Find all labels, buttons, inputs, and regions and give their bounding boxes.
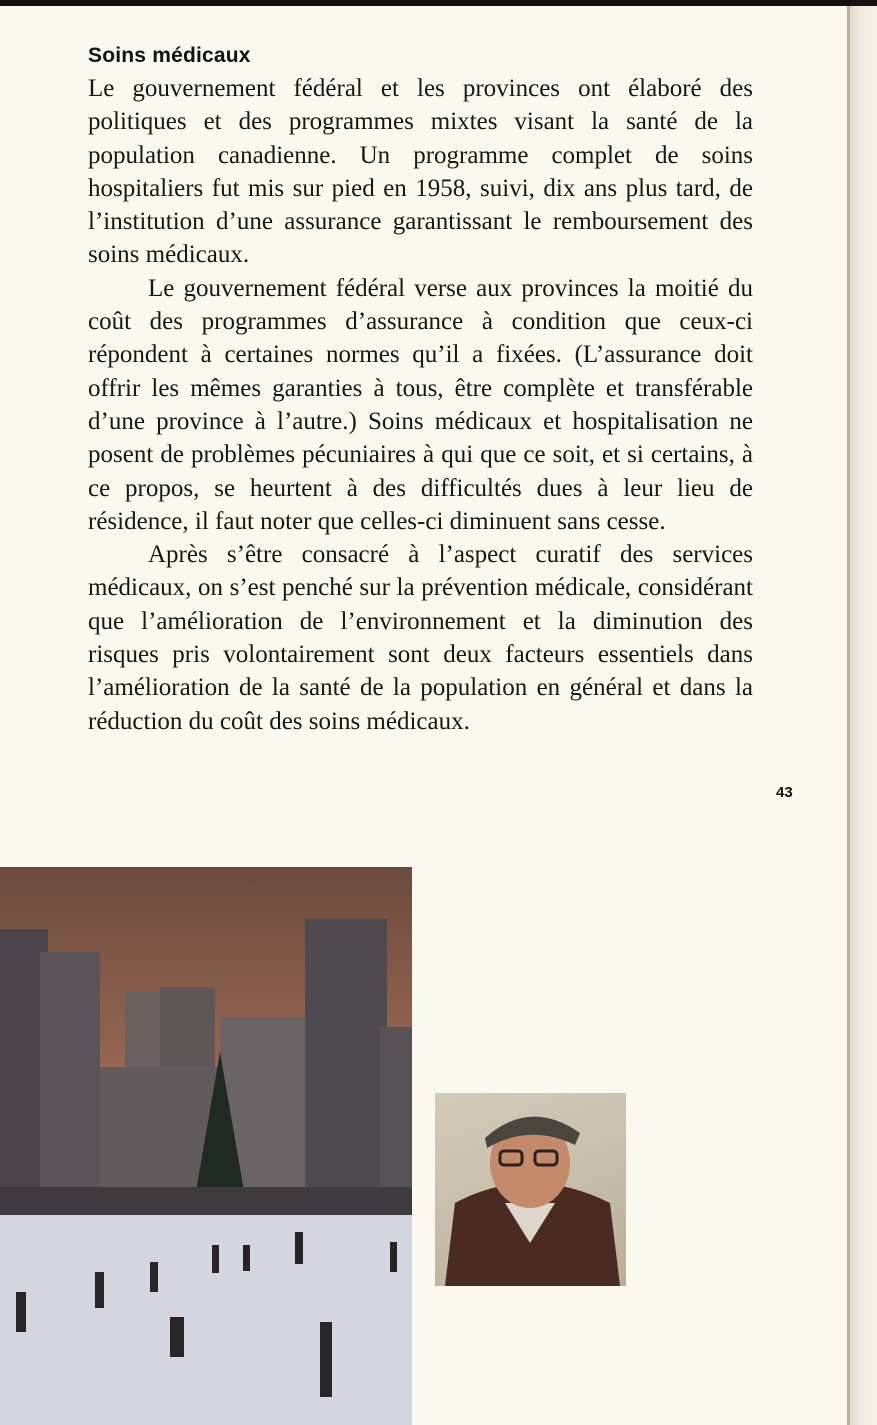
portrait-illustration	[435, 1093, 626, 1286]
paragraph-2: Le gouvernement fédéral verse aux provinces la moitié du coût des programmes d’assurance à condition que ceux-ci répondent à certaines normes qu’il a fixées. (L’assurance doit offrir les mêmes garanties à tous, être complète et transférable d’une province à l’autre.) Soins médicaux et hospitalisation ne posent de problèmes pécuniaires à qui que ce soit, et si certains, à ce propos, se heurtent à des difficultés dues à leur lieu de résidence, il faut noter que celles-ci diminuent sans cesse.	[88, 274, 753, 535]
paragraph-3: Après s’être consacré à l’aspect curatif des services médicaux, on s’est penché sur la prévention médicale, considérant que l’amélioration de l’environnement et la diminution des risques pris volontairement sont deux facteurs essentiels dans l’amélioration de la santé de la population en général et dans la réduction du coût des soins médicaux.	[88, 541, 753, 735]
city-skyline-illustration	[0, 867, 412, 1425]
page-number: 43	[776, 784, 793, 801]
book-page-edge	[847, 6, 877, 1425]
body-text	[88, 72, 753, 738]
portrait-photo	[435, 1093, 626, 1286]
city-skyline-photo	[0, 867, 412, 1425]
section-heading: Soins médicaux	[88, 44, 251, 67]
paragraph-1: Le gouvernement fédéral et les provinces ont élaboré des politiques et des programmes mixtes visant la santé de la population canadienne. Un programme complet de soins hospitaliers fut mis sur pied en 1958, suivi, dix ans plus tard, de l’institution d’une assurance garantissant le remboursement des soins médicaux.	[88, 75, 753, 269]
